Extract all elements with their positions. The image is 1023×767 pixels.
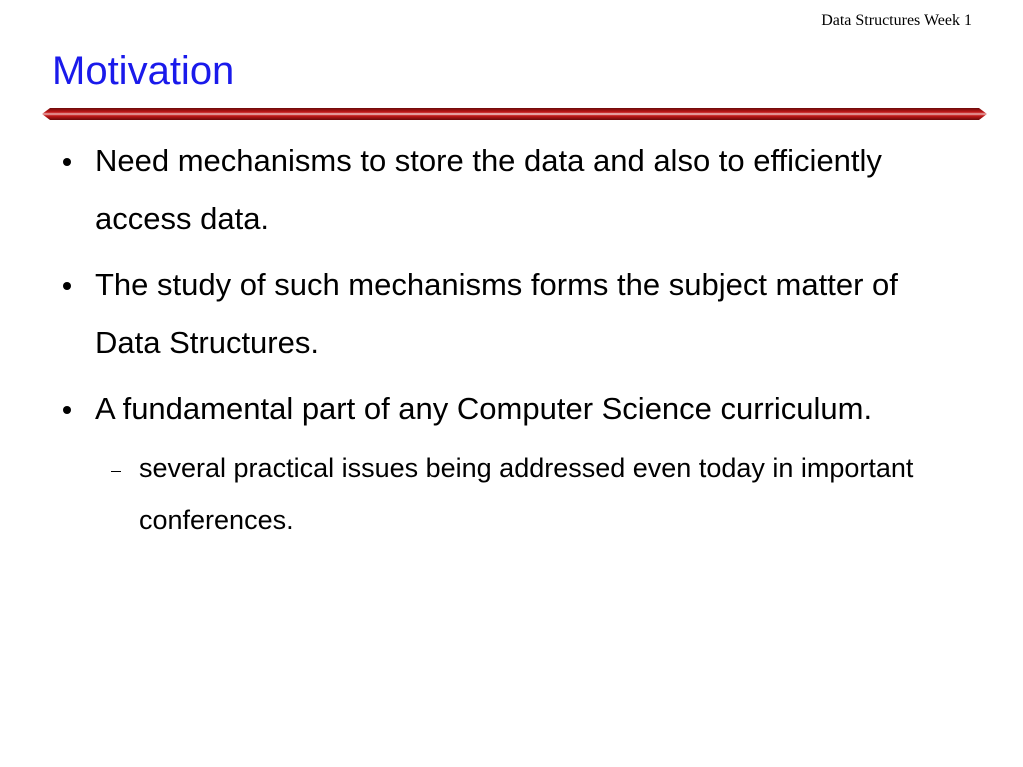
slide-content: [0, 132, 1023, 546]
header-label: Data Structures Week 1: [821, 12, 972, 29]
bullet-text: The study of such mechanisms forms the subject matter of Data Structures.: [95, 267, 898, 360]
bullet-dot-icon: [63, 158, 71, 166]
bullet-text: Need mechanisms to store the data and also to efficiently access data.: [95, 143, 882, 236]
dash-icon: [111, 471, 121, 472]
bullet-item: [0, 132, 1023, 248]
sub-bullet-item: [0, 442, 1023, 546]
title-divider: [42, 107, 987, 121]
sub-bullet-text: several practical issues being addressed even today in important conferences.: [139, 453, 914, 535]
bullet-item: [0, 380, 1023, 438]
bullet-dot-icon: [63, 282, 71, 290]
slide-title: Motivation: [52, 49, 235, 93]
bullet-text: A fundamental part of any Computer Science curriculum.: [95, 391, 873, 426]
bullet-dot-icon: [63, 406, 71, 414]
bullet-item: [0, 256, 1023, 372]
